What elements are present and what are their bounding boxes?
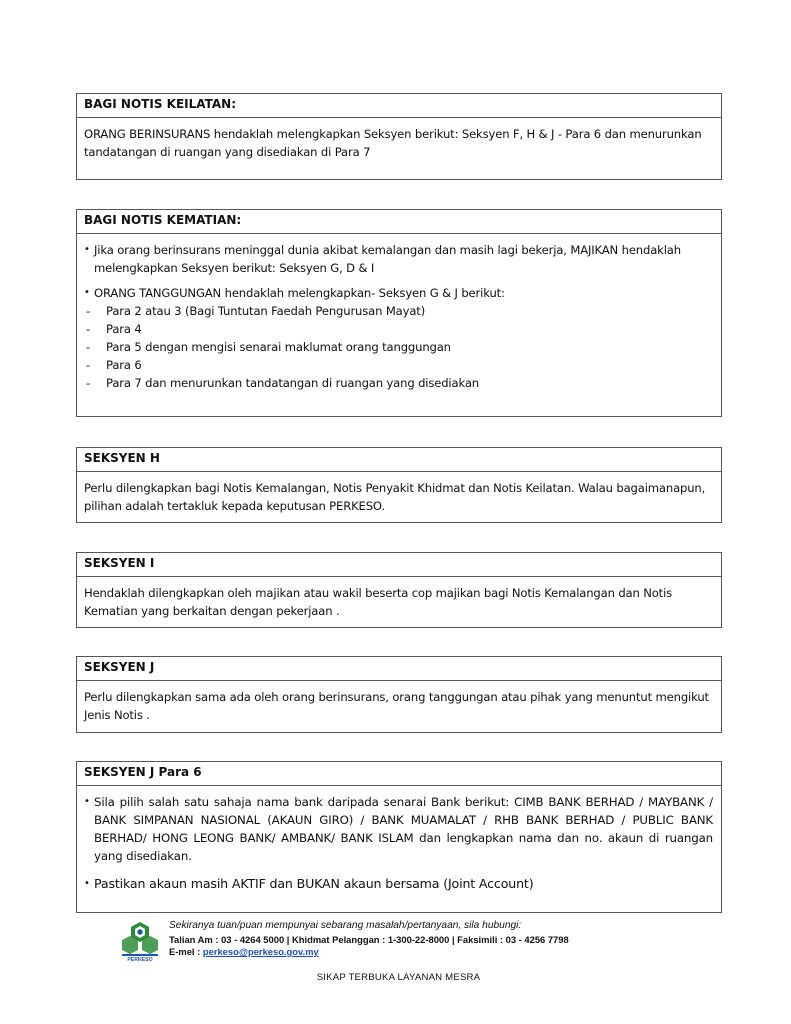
list-item <box>84 793 713 865</box>
section-heading: SEKSYEN I <box>77 553 721 577</box>
section-seksyen-h <box>76 447 722 523</box>
section-heading: SEKSYEN J Para 6 <box>77 762 721 786</box>
list-item <box>84 284 713 302</box>
contact-footer <box>112 920 712 964</box>
section-heading: BAGI NOTIS KEMATIAN: <box>77 210 721 234</box>
sub-item-text: Para 2 atau 3 (Bagi Tuntutan Faedah Pengurusan Mayat) <box>106 304 426 318</box>
email-label: E-mel : <box>169 946 203 957</box>
section-body <box>77 234 721 400</box>
section-body <box>77 786 721 901</box>
sub-item-text: Para 4 <box>106 322 142 336</box>
section-text: Perlu dilengkapkan sama ada oleh orang berinsurans, orang tanggungan atau pihak yang menuntut mengikut Jenis Notis . <box>84 690 709 722</box>
sub-item: - Para 5 dengan mengisi senarai maklumat orang tanggungan <box>86 340 451 354</box>
sub-item: - Para 4 <box>86 322 142 336</box>
perkeso-logo-icon <box>118 920 162 962</box>
section-notis-kematian <box>76 209 722 417</box>
section-heading: SEKSYEN H <box>77 448 721 472</box>
sub-item: - Para 2 atau 3 (Bagi Tuntutan Faedah Pengurusan Mayat) <box>86 304 426 318</box>
contact-intro: Sekiranya tuan/puan mempunyai sebarang masalah/pertanyaan, sila hubungi: <box>169 920 522 931</box>
bullet-text: Sila pilih salah satu sahaja nama bank daripada senarai Bank berikut: CIMB BANK BERHAD / MAYBANK / BANK SIMPANAN NASIONAL (AKAUN GIRO) / BANK MUAMALAT / RHB BANK BERHAD / PUBLIC BANK BERHAD/ HONG LEONG BANK/ AMBANK/ BANK ISLAM dan lengkapkan nama dan no. akaun di ruangan yang disediakan. <box>94 795 713 863</box>
section-text: ORANG BERINSURANS hendaklah melengkapkan Seksyen berikut: Seksyen F, H & J - Para 6 dan menurunkan tandatangan di ruangan yang disediakan di Para 7 <box>84 127 702 159</box>
section-heading: BAGI NOTIS KEILATAN: <box>77 94 721 118</box>
section-seksyen-i <box>76 552 722 628</box>
email-link[interactable]: perkeso@perkeso.gov.my <box>202 946 319 957</box>
bullet-icon: • <box>84 244 90 255</box>
contact-email-row <box>169 946 319 957</box>
motto-text: SIKAP TERBUKA LAYANAN MESRA <box>316 972 481 983</box>
bullet-icon: • <box>84 878 90 889</box>
contact-phones: Talian Am : 03 - 4264 5000 | Khidmat Pelanggan : 1-300-22-8000 | Faksimili : 03 - 4256 7798 <box>169 934 569 945</box>
bullet-icon: • <box>84 796 90 807</box>
sub-item-text: Para 6 <box>106 358 142 372</box>
section-seksyen-j-para-6 <box>76 761 722 913</box>
list-item <box>84 875 713 893</box>
bullet-icon: • <box>84 287 90 298</box>
bullet-text: ORANG TANGGUNGAN hendaklah melengkapkan- Seksyen G & J berikut: <box>94 286 505 300</box>
sub-list <box>86 302 713 392</box>
bullet-text: Pastikan akaun masih AKTIF dan BUKAN akaun bersama (Joint Account) <box>94 876 534 891</box>
sub-item: - Para 7 dan menurunkan tandatangan di ruangan yang disediakan <box>86 376 479 390</box>
bullet-text: Jika orang berinsurans meninggal dunia akibat kemalangan dan masih lagi bekerja, MAJIKAN hendaklah melengkapkan Seksyen berikut: Seksyen G, D & I <box>94 243 681 275</box>
section-notis-keilatan <box>76 93 722 180</box>
section-text: Perlu dilengkapkan bagi Notis Kemalangan, Notis Penyakit Khidmat dan Notis Keilatan. Walau bagaimanapun, pilihan adalah tertakluk kepada keputusan PERKESO. <box>84 481 706 513</box>
sub-item: - Para 6 <box>86 358 142 372</box>
sub-item-text: Para 5 dengan mengisi senarai maklumat orang tanggungan <box>106 340 451 354</box>
sub-item-text: Para 7 dan menurunkan tandatangan di ruangan yang disediakan <box>106 376 479 390</box>
logo-text: PERKESO <box>127 957 153 962</box>
list-item <box>84 241 713 277</box>
section-heading: SEKSYEN J <box>77 657 721 681</box>
section-seksyen-j <box>76 656 722 733</box>
section-text: Hendaklah dilengkapkan oleh majikan atau wakil beserta cop majikan bagi Notis Kemalangan dan Notis Kematian yang berkaitan dengan pekerjaan . <box>84 586 673 618</box>
